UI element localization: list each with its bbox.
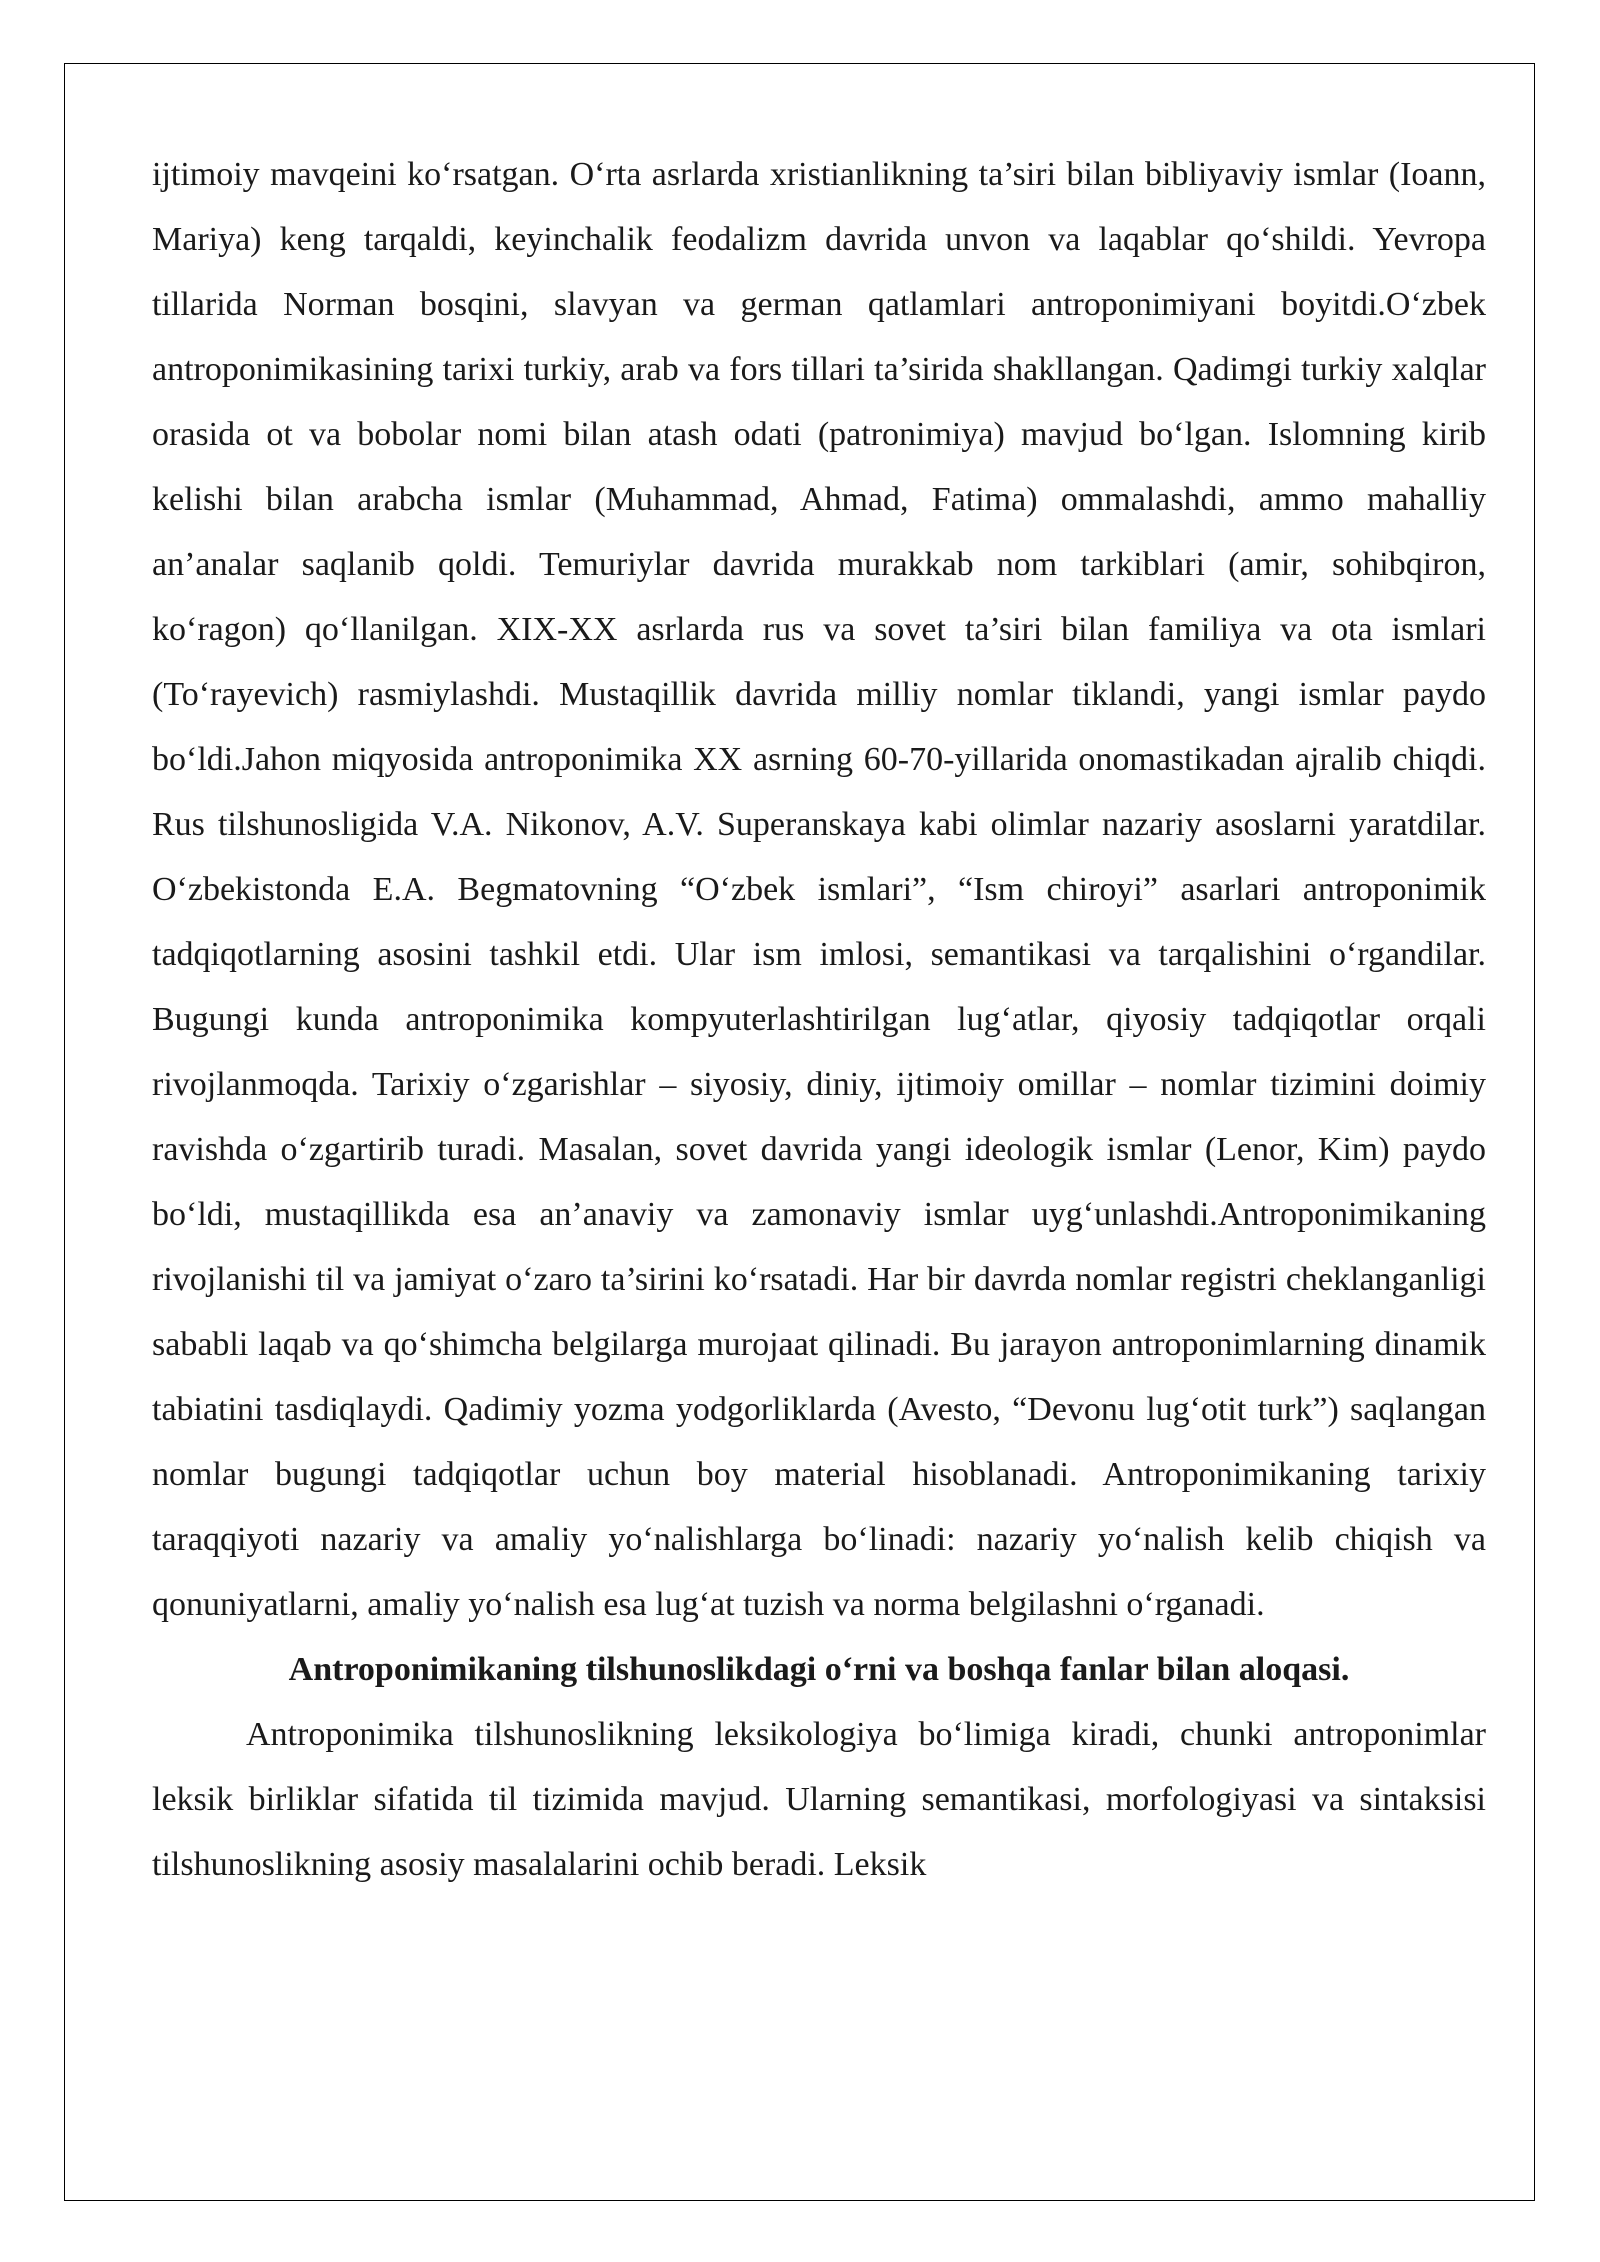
document-body — [152, 142, 1486, 1897]
body-paragraph-1: ijtimoiy mavqeini ko‘rsatgan. O‘rta asrlarda xristianlikning ta’siri bilan bibliyaviy ismlar (Ioann, Mariya) keng tarqaldi, keyinchalik feodalizm davrida unvon va laqablar qo‘shildi. Yevropa tillarida Norman bosqini, slavyan va german qatlamlari antroponimiyani boyitdi.O‘zbek antroponimikasining tarixi turkiy, arab va fors tillari ta’sirida shakllangan. Qadimgi turkiy xalqlar orasida ot va bobolar nomi bilan atash odati (patronimiya) mavjud bo‘lgan. Islomning kirib kelishi bilan arabcha ismlar (Muhammad, Ahmad, Fatima) ommalashdi, ammo mahalliy an’analar saqlanib qoldi. Temuriylar davrida murakkab nom tarkiblari (amir, sohibqiron, ko‘ragon) qo‘llanilgan. XIX-XX asrlarda rus va sovet ta’siri bilan familiya va ota ismlari (To‘rayevich) rasmiylashdi. Mustaqillik davrida milliy nomlar tiklandi, yangi ismlar paydo bo‘ldi.Jahon miqyosida antroponimika XX asrning 60-70-yillarida onomastikadan ajralib chiqdi. Rus tilshunosligida V.A. Nikonov, A.V. Superanskaya kabi olimlar nazariy asoslarni yaratdilar. O‘zbekistonda E.A. Begmatovning “O‘zbek ismlari”, “Ism chiroyi” asarlari antroponimik tadqiqotlarning asosini tashkil etdi. Ular ism imlosi, semantikasi va tarqalishini o‘rgandilar. Bugungi kunda antroponimika kompyuterlashtirilgan lug‘atlar, qiyosiy tadqiqotlar orqali rivojlanmoqda. Tarixiy o‘zgarishlar – siyosiy, diniy, ijtimoiy omillar – nomlar tizimini doimiy ravishda o‘zgartirib turadi. Masalan, sovet davrida yangi ideologik ismlar (Lenor, Kim) paydo bo‘ldi, mustaqillikda esa an’anaviy va zamonaviy ismlar uyg‘unlashdi.Antroponimikaning rivojlanishi til va jamiyat o‘zaro ta’sirini ko‘rsatadi. Har bir davrda nomlar registri cheklanganligi sababli laqab va qo‘shimcha belgilarga murojaat qilinadi. Bu jarayon antroponimlarning dinamik tabiatini tasdiqlaydi. Qadimiy yozma yodgorliklarda (Avesto, “Devonu lug‘otit turk”) saqlangan nomlar bugungi tadqiqotlar uchun boy material hisoblanadi. Antroponimikaning tarixiy taraqqiyoti nazariy va amaliy yo‘nalishlarga bo‘linadi: nazariy yo‘nalish kelib chiqish va qonuniyatlarni, amaliy yo‘nalish esa lug‘at tuzish va norma belgilashni o‘rganadi. — [152, 156, 1486, 1623]
section-heading: Antroponimikaning tilshunoslikdagi o‘rni va boshqa fanlar bilan aloqasi. — [288, 1651, 1350, 1688]
body-paragraph-2: Antroponimika tilshunoslikning leksikologiya bo‘limiga kiradi, chunki antroponimlar leksik birliklar sifatida til tizimida mavjud. Ularning semantikasi, morfologiyasi va sintaksisi tilshunoslikning asosiy masalalarini ochib beradi. Leksik — [152, 1716, 1486, 1883]
